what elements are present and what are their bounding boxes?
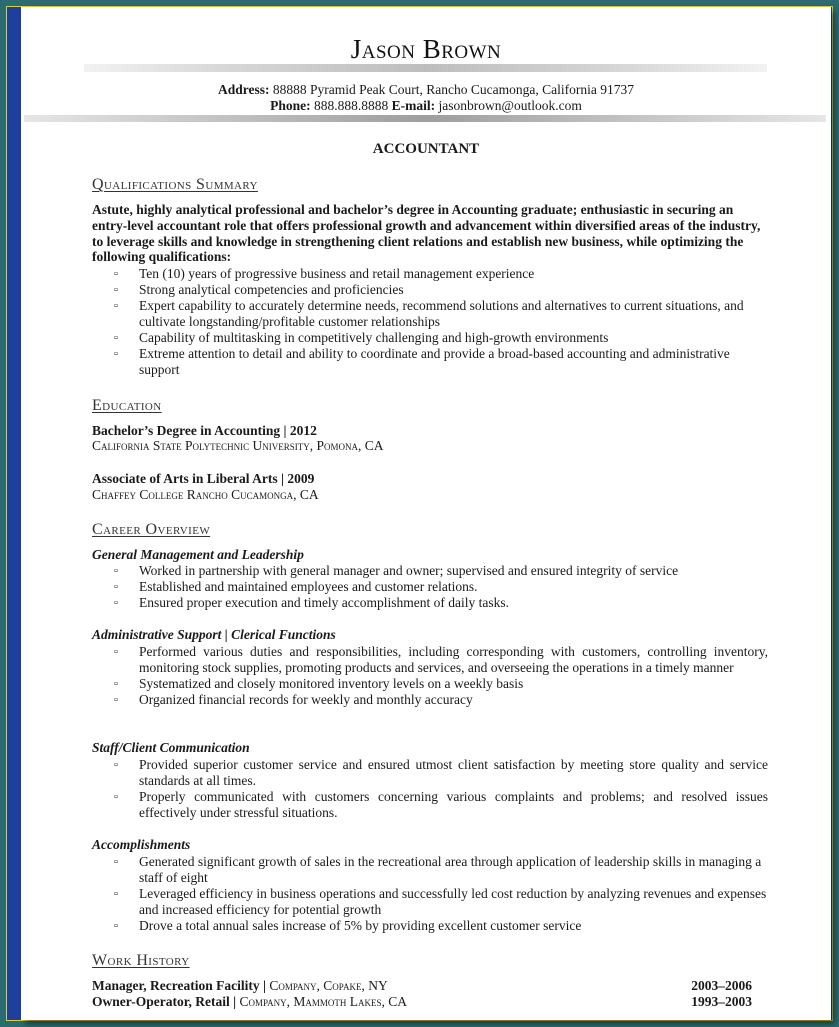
work-row: Manager, Recreation Facility | Company, Copake, NY 2003–2006 — [92, 978, 752, 993]
address-line — [21, 82, 831, 98]
career-group-list — [92, 854, 768, 934]
phone-email-line — [21, 98, 831, 114]
target-role: ACCOUNTANT — [372, 141, 480, 157]
list-item: ▫ Strong analytical competencies and proficiencies — [92, 282, 768, 298]
education-heading: Education — [92, 397, 162, 414]
career-group-list — [92, 644, 768, 708]
list-item: ▫ Ensured proper execution and timely accomplishment of daily tasks. — [92, 595, 768, 611]
work-dates: 1993–2003 — [691, 994, 752, 1009]
list-item: ▫ Worked in partnership with general manager and owner; supervised and ensured integrity of service — [92, 563, 768, 579]
list-item: ▫ Capability of multitasking in competitively challenging and high-growth environments — [92, 330, 768, 346]
address-value: 88888 Pyramid Peak Court, Rancho Cucamonga, California 91737 — [272, 82, 634, 97]
list-item: ▫ Performed various duties and responsibilities, including corresponding with customers, controlling inventory, monitoring stock supplies, promoting products and services, and overseeing the operations in a timely manner — [92, 644, 768, 676]
work-position: Manager, Recreation Facility — [92, 978, 260, 993]
education-degree: Bachelor’s Degree in Accounting | 2012 — [92, 423, 317, 438]
phone-value: 888.888.8888 — [314, 98, 389, 113]
career-group-heading: General Management and Leadership — [92, 547, 304, 562]
candidate-name: Jason Brown — [350, 34, 502, 64]
list-item: ▫ Drove a total annual sales increase of 5% by providing excellent customer service — [92, 918, 768, 934]
career-group-list — [92, 563, 768, 611]
contact-divider — [24, 115, 826, 122]
list-item: ▫ Extreme attention to detail and ability to coordinate and provide a broad-based accounting and administrative support — [92, 346, 768, 378]
qualifications-list — [92, 266, 768, 378]
name-divider — [84, 64, 767, 72]
work-company: Company, Copake, NY — [269, 978, 388, 993]
education-school: California State Polytechnic University, Pomona, CA — [92, 438, 384, 453]
list-item: ▫ Ten (10) years of progressive business and retail management experience — [92, 266, 768, 282]
list-item: ▫ Generated significant growth of sales in the recreational area through application of leadership skills in managing a staff of eight — [92, 854, 768, 886]
qualifications-heading: Qualifications Summary — [92, 176, 258, 193]
career-group-heading: Staff/Client Communication — [92, 740, 250, 755]
document-frame — [6, 6, 833, 1021]
work-position: Owner-Operator, Retail — [92, 994, 230, 1009]
work-heading: Work History — [92, 952, 190, 969]
email-label: E-mail: — [391, 98, 436, 113]
resume-page — [21, 7, 831, 1020]
work-dates: 2003–2006 — [691, 978, 752, 993]
list-item: ▫ Provided superior customer service and ensured utmost client satisfaction by meeting store quality and service standards at all times. — [92, 757, 768, 789]
list-item: ▫ Properly communicated with customers concerning various complaints and problems; and resolved issues effectively under stressful situations. — [92, 789, 768, 821]
education-degree: Associate of Arts in Liberal Arts | 2009 — [92, 471, 315, 486]
career-group-heading: Administrative Support | Clerical Functions — [92, 627, 336, 642]
list-item: ▫ Leveraged efficiency in business operations and successfully led cost reduction by analyzing revenues and expenses and increased efficiency for potential growth — [92, 886, 768, 918]
email-value[interactable]: jasonbrown@outlook.com — [438, 98, 582, 113]
list-item: ▫ Organized financial records for weekly and monthly accuracy — [92, 692, 768, 708]
list-item: ▫ Expert capability to accurately determine needs, recommend solutions and alternatives to current situations, and cultivate longstanding/profitable customer relationships — [92, 298, 768, 330]
phone-label: Phone: — [270, 98, 311, 113]
list-item: ▫ Systematized and closely monitored inventory levels on a weekly basis — [92, 676, 768, 692]
address-label: Address: — [218, 82, 270, 97]
list-item: ▫ Established and maintained employees and customer relations. — [92, 579, 768, 595]
career-group-list — [92, 757, 768, 821]
qualifications-intro: Astute, highly analytical professional and bachelor’s degree in Accounting graduate; enthusiastic in securing an entry-level accountant role that offers professional growth and advancement within diversified areas of the industry, to leverage skills and knowledge in strengthening client relations and establish new business, while optimizing the following qualifications: — [92, 202, 761, 265]
education-school: Chaffey College Rancho Cucamonga, CA — [92, 487, 319, 502]
work-row: Owner-Operator, Retail | Company, Mammoth Lakes, CA 1993–2003 — [92, 994, 752, 1009]
career-group-heading: Accomplishments — [92, 837, 191, 852]
career-heading: Career Overview — [92, 521, 211, 538]
work-company: Company, Mammoth Lakes, CA — [239, 994, 408, 1009]
